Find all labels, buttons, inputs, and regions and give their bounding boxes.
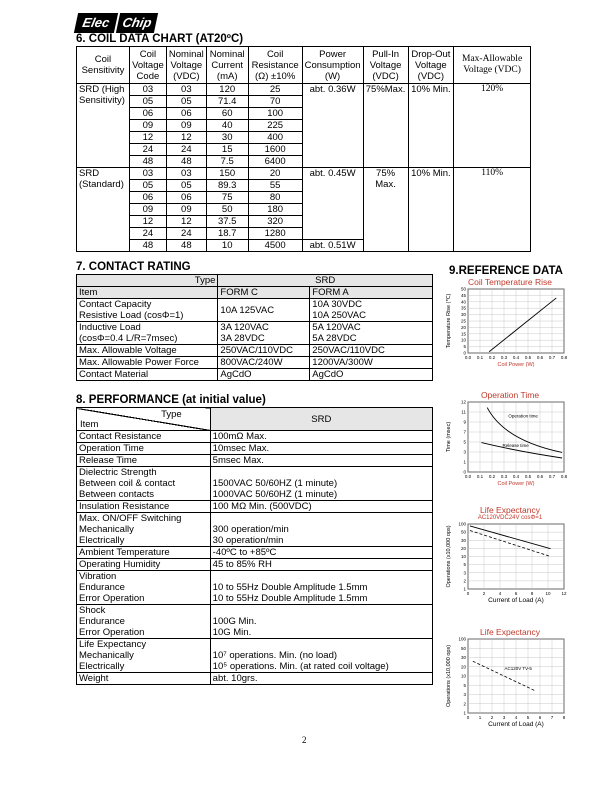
coil-cell: 05 xyxy=(166,96,206,108)
reference-section-title: 9.REFERENCE DATA xyxy=(449,265,563,277)
coil-cell: 400 xyxy=(248,132,302,144)
coil-cell: 03 xyxy=(129,168,166,180)
perf-item: Operating Humidity xyxy=(77,559,211,571)
operation-time-annotation: Operation time xyxy=(508,413,538,419)
perf-value: 1500VAC 50/60HZ (1 minute) 1000VAC 50/60HZ (1 minute) xyxy=(210,467,432,501)
logo-text-elec: Elec xyxy=(74,13,118,33)
y-tick-label: 1 xyxy=(463,459,466,465)
coil-cell: 30 xyxy=(206,132,248,144)
x-tick-label: 0 xyxy=(466,715,470,720)
x-tick-label: 0.2 xyxy=(488,474,496,479)
perf-row xyxy=(77,571,433,605)
perf-row xyxy=(77,431,433,443)
x-tick-label: 0.4 xyxy=(512,355,520,360)
coil-cell: 48 xyxy=(129,156,166,168)
perf-value: 100 MΩ Min. (500VDC) xyxy=(210,501,432,513)
contact-form-a-value: 250VAC/110VDC xyxy=(310,345,433,357)
perf-value: -40ºC to +85ºC xyxy=(210,547,432,559)
coil-cell: 48 xyxy=(166,156,206,168)
y-tick-label: 3 xyxy=(463,570,466,576)
contact-section-title: 7. CONTACT RATING xyxy=(76,261,191,273)
x-tick-label: 2 xyxy=(482,591,486,596)
coil-sensitivity: SRD (High Sensitivity) xyxy=(77,84,130,168)
contact-form-c-value: 3A 120VAC 3A 28VDC xyxy=(218,322,310,345)
chart-svg xyxy=(440,287,575,373)
y-tick-label: 5 xyxy=(463,344,466,350)
coil-row xyxy=(77,84,531,96)
perf-value: 5msec Max. xyxy=(210,455,432,467)
y-tick-label: 20 xyxy=(460,324,466,330)
y-tick-label: 9 xyxy=(463,419,466,425)
perf-item: Dielectric Strength Between coil & contact Between contacts xyxy=(77,467,211,501)
coil-cell: 25 xyxy=(248,84,302,96)
y-tick-label: 30 xyxy=(460,312,466,318)
life-annotation: AC120V TV-5 xyxy=(504,666,532,672)
x-tick-label: 6 xyxy=(514,591,518,596)
coil-cell: 24 xyxy=(129,144,166,156)
perf-item: Vibration Endurance Error Operation xyxy=(77,571,211,605)
y-axis-label: Operations (x10,000 ops) xyxy=(446,644,452,708)
coil-cell: 05 xyxy=(129,180,166,192)
coil-section-title: 6. COIL DATA CHART (AT20ºC) xyxy=(76,33,244,45)
perf-row xyxy=(77,467,433,501)
y-axis-label: Operations (x10,000 ops) xyxy=(446,525,452,588)
coil-cell: 320 xyxy=(248,216,302,228)
y-tick-label: 10 xyxy=(460,673,466,679)
coil-cell: 55 xyxy=(248,180,302,192)
coil-cell: 150 xyxy=(206,168,248,180)
y-tick-label: 50 xyxy=(460,287,466,292)
contact-rating-table xyxy=(76,274,433,381)
contact-row xyxy=(77,322,433,345)
coil-cell: 03 xyxy=(166,84,206,96)
perf-item: Shock Endurance Error Operation xyxy=(77,605,211,639)
contact-form-a-value: 1200VA/300W xyxy=(310,357,433,369)
coil-cell: 06 xyxy=(166,108,206,120)
coil-cell: 100 xyxy=(248,108,302,120)
x-tick-label: 0 xyxy=(466,591,470,596)
y-tick-label: 15 xyxy=(460,331,466,337)
x-tick-label: 10 xyxy=(545,591,551,596)
perf-row xyxy=(77,559,433,571)
contact-form-c-value: AgCdO xyxy=(218,369,310,381)
x-tick-label: 2 xyxy=(490,715,494,720)
coil-cell: 120 xyxy=(206,84,248,96)
coil-cell: 15 xyxy=(206,144,248,156)
y-tick-label: 7 xyxy=(463,429,466,435)
perf-row xyxy=(77,639,433,673)
perf-row xyxy=(77,547,433,559)
x-axis-label: Coil Power (W) xyxy=(497,362,535,368)
coil-cell: 24 xyxy=(166,144,206,156)
y-tick-label: 0 xyxy=(463,350,466,356)
coil-cell: 12 xyxy=(166,216,206,228)
y-tick-label: 5 xyxy=(463,439,466,445)
coil-cell: 80 xyxy=(248,192,302,204)
perf-row xyxy=(77,673,433,685)
coil-cell: 03 xyxy=(166,168,206,180)
perf-row xyxy=(77,513,433,547)
coil-cell: 10 xyxy=(206,240,248,252)
chart-title: Life Expectancy xyxy=(479,505,540,515)
x-tick-label: 0.7 xyxy=(548,355,556,360)
coil-cell: 37.5 xyxy=(206,216,248,228)
y-tick-label: 3 xyxy=(463,692,466,697)
life-line-dashed xyxy=(470,531,551,557)
perf-type-item-header xyxy=(77,408,211,431)
coil-pullin: 75%Max. xyxy=(363,84,408,168)
x-tick-label: 7 xyxy=(550,715,554,720)
y-tick-label: 100 xyxy=(458,637,466,642)
y-tick-label: 0 xyxy=(463,469,466,475)
perf-item: Operation Time xyxy=(77,443,211,455)
y-tick-label: 20 xyxy=(460,545,466,551)
coil-header-cell: Max-Allowable Voltage (VDC) xyxy=(454,47,531,84)
perf-row xyxy=(77,605,433,639)
coil-cell: 7.5 xyxy=(206,156,248,168)
logo-text-chip: Chip xyxy=(116,13,158,33)
coil-cell: 09 xyxy=(166,120,206,132)
y-tick-label: 1 xyxy=(463,586,466,592)
coil-cell: 1280 xyxy=(248,228,302,240)
perf-value: 45 to 85% RH xyxy=(210,559,432,571)
coil-sensitivity: SRD (Standard) xyxy=(77,168,130,252)
chart-svg xyxy=(440,637,575,733)
x-tick-label: 0.6 xyxy=(536,355,544,360)
coil-row xyxy=(77,168,531,180)
coil-cell: 1600 xyxy=(248,144,302,156)
x-tick-label: 5 xyxy=(526,715,530,720)
y-axis-label: Temperature Rise (℃) xyxy=(446,293,452,349)
x-axis-label: Coil Power (W) xyxy=(497,481,535,487)
contact-row xyxy=(77,369,433,381)
x-tick-label: 1 xyxy=(478,715,482,720)
perf-value: 100mΩ Max. xyxy=(210,431,432,443)
y-tick-label: 40 xyxy=(460,299,466,305)
performance-section-title: 8. PERFORMANCE (at initial value) xyxy=(76,394,266,406)
x-tick-label: 0.5 xyxy=(524,474,532,479)
chart-svg xyxy=(440,522,575,609)
coil-cell: 18.7 xyxy=(206,228,248,240)
coil-maxv: 120% xyxy=(454,84,531,168)
y-tick-label: 35 xyxy=(460,305,466,311)
chart-subtitle: AC120VDC24V cosΦ=1 xyxy=(477,515,543,521)
perf-row xyxy=(77,443,433,455)
x-tick-label: 3 xyxy=(502,715,506,720)
coil-cell: 03 xyxy=(129,84,166,96)
perf-item: Contact Resistance xyxy=(77,431,211,443)
x-tick-label: 0.1 xyxy=(476,474,484,479)
release-time-annotation: Release time xyxy=(502,442,529,448)
x-tick-label: 0.7 xyxy=(548,474,556,479)
coil-cell: 89.3 xyxy=(206,180,248,192)
coil-data-table xyxy=(76,46,531,252)
coil-cell: 09 xyxy=(129,120,166,132)
coil-cell: 09 xyxy=(129,204,166,216)
coil-power: abt. 0.36W xyxy=(302,84,363,168)
chart-title: Life Expectancy xyxy=(479,627,540,637)
coil-header-cell: Coil Voltage Code xyxy=(129,47,166,84)
y-tick-label: 25 xyxy=(460,318,466,324)
x-tick-label: 0.8 xyxy=(560,355,568,360)
x-axis-label: Current of Load (A) xyxy=(488,721,544,728)
perf-value: 10msec Max. xyxy=(210,443,432,455)
coil-cell: 06 xyxy=(129,192,166,204)
coil-header-cell: Pull-In Voltage (VDC) xyxy=(363,47,408,84)
y-tick-label: 12 xyxy=(460,400,466,405)
coil-header-cell: Coil Resistance (Ω) ±10% xyxy=(248,47,302,84)
y-tick-label: 20 xyxy=(460,664,466,670)
x-tick-label: 0.8 xyxy=(560,474,568,479)
coil-header-cell: Nominal Current (mA) xyxy=(206,47,248,84)
x-tick-label: 0.3 xyxy=(500,355,508,360)
y-tick-label: 1 xyxy=(463,710,466,716)
coil-header-cell: Nominal Voltage (VDC) xyxy=(166,47,206,84)
performance-table xyxy=(76,407,433,685)
coil-header-cell: Power Consumption (W) xyxy=(302,47,363,84)
coil-dropout: 10% Min. xyxy=(408,84,454,168)
contact-row xyxy=(77,345,433,357)
contact-form-a-value: AgCdO xyxy=(310,369,433,381)
perf-item: Ambient Temperature xyxy=(77,547,211,559)
coil-cell: 225 xyxy=(248,120,302,132)
elecchip-logo xyxy=(76,13,156,33)
coil-cell: 48 xyxy=(166,240,206,252)
y-tick-label: 30 xyxy=(460,655,466,660)
coil-cell: 12 xyxy=(129,216,166,228)
coil-header-cell: Coil Sensitivity xyxy=(77,47,130,84)
coil-cell: 4500 xyxy=(248,240,302,252)
perf-row xyxy=(77,501,433,513)
coil-cell: 24 xyxy=(129,228,166,240)
x-axis-label: Current of Load (A) xyxy=(488,597,544,604)
x-tick-label: 0.0 xyxy=(464,355,472,360)
contact-form-a-value: 5A 120VAC 5A 28VDC xyxy=(310,322,433,345)
coil-cell: 75 xyxy=(206,192,248,204)
x-tick-label: 0.5 xyxy=(524,355,532,360)
contact-form-c-value: 10A 125VAC xyxy=(218,299,310,322)
coil-cell: 40 xyxy=(206,120,248,132)
x-tick-label: 4 xyxy=(514,715,518,720)
coil-cell: 180 xyxy=(248,204,302,216)
x-tick-label: 12 xyxy=(561,591,567,596)
coil-cell: 05 xyxy=(129,96,166,108)
coil-cell: 50 xyxy=(206,204,248,216)
coil-cell: 12 xyxy=(166,132,206,144)
y-tick-label: 50 xyxy=(460,645,466,651)
contact-type-label: Type xyxy=(77,275,218,287)
contact-form-c-value: 800VAC/240W xyxy=(218,357,310,369)
perf-value: abt. 10grs. xyxy=(210,673,432,685)
coil-maxv: 110% xyxy=(454,168,531,252)
perf-type-label: Type xyxy=(161,409,182,420)
coil-cell: 60 xyxy=(206,108,248,120)
x-tick-label: 4 xyxy=(498,591,502,596)
perf-value: 100G Min. 10G Min. xyxy=(210,605,432,639)
perf-value: 300 operation/min 30 operation/min xyxy=(210,513,432,547)
x-tick-label: 8 xyxy=(562,715,566,720)
contact-item: Max. Allowable Voltage xyxy=(77,345,218,357)
coil-cell: 71.4 xyxy=(206,96,248,108)
x-tick-label: 0.4 xyxy=(512,474,520,479)
y-tick-label: 5 xyxy=(463,682,466,688)
coil-dropout: 10% Min. xyxy=(408,168,454,252)
y-axis-label: Time (msec) xyxy=(446,421,452,453)
x-tick-label: 6 xyxy=(538,715,542,720)
contact-form-c-value: 250VAC/110VDC xyxy=(218,345,310,357)
contact-item: Inductive Load (cosΦ=0.4 L/R=7msec) xyxy=(77,322,218,345)
contact-item-label: Item xyxy=(77,287,218,299)
chart-svg xyxy=(440,400,575,492)
x-tick-label: 0.2 xyxy=(488,355,496,360)
y-tick-label: 30 xyxy=(460,537,466,543)
contact-srd-header: SRD xyxy=(218,275,433,287)
y-tick-label: 3 xyxy=(463,449,466,455)
perf-row xyxy=(77,455,433,467)
y-tick-label: 2 xyxy=(463,701,466,707)
y-tick-label: 45 xyxy=(460,292,466,298)
y-tick-label: 2 xyxy=(463,578,466,584)
y-tick-label: 5 xyxy=(463,562,466,568)
perf-item: Max. ON/OFF Switching Mechanically Electrically xyxy=(77,513,211,547)
coil-cell: 20 xyxy=(248,168,302,180)
coil-cell: 70 xyxy=(248,96,302,108)
coil-cell: 6400 xyxy=(248,156,302,168)
x-tick-label: 8 xyxy=(530,591,534,596)
coil-cell: 09 xyxy=(166,204,206,216)
chart-title: Operation Time xyxy=(480,390,540,400)
contact-form-a: FORM A xyxy=(310,287,433,299)
temperature-rise-line xyxy=(489,298,556,352)
contact-row xyxy=(77,357,433,369)
x-tick-label: 0.1 xyxy=(476,355,484,360)
x-tick-label: 0.3 xyxy=(500,474,508,479)
coil-cell: 06 xyxy=(129,108,166,120)
perf-item: Release Time xyxy=(77,455,211,467)
y-tick-label: 50 xyxy=(460,529,466,535)
contact-item: Contact Capacity Resistive Load (cosΦ=1) xyxy=(77,299,218,322)
contact-form-a-value: 10A 30VDC 10A 250VAC xyxy=(310,299,433,322)
coil-cell: 48 xyxy=(129,240,166,252)
coil-cell: 05 xyxy=(166,180,206,192)
perf-item: Weight xyxy=(77,673,211,685)
perf-value: 10⁷ operations. Min. (no load) 10⁵ operations. Min. (at rated coil voltage) xyxy=(210,639,432,673)
x-tick-label: 0.6 xyxy=(536,474,544,479)
coil-cell: 12 xyxy=(129,132,166,144)
coil-power: abt. 0.45W xyxy=(302,168,363,240)
chart-title: Coil Temperature Rise xyxy=(468,277,552,287)
perf-srd-header: SRD xyxy=(210,408,432,431)
coil-power-last: abt. 0.51W xyxy=(302,240,363,252)
contact-form-c: FORM C xyxy=(218,287,310,299)
perf-item: Insulation Resistance xyxy=(77,501,211,513)
contact-row xyxy=(77,299,433,322)
contact-item: Max. Allowable Power Force xyxy=(77,357,218,369)
coil-header-cell: Drop-Out Voltage (VDC) xyxy=(408,47,454,84)
life-line-solid xyxy=(470,526,551,549)
coil-pullin: 75% Max. xyxy=(363,168,408,252)
y-tick-label: 10 xyxy=(460,554,466,559)
perf-value: 10 to 55Hz Double Amplitude 1.5mm 10 to 55Hz Double Amplitude 1.5mm xyxy=(210,571,432,605)
x-tick-label: 0.0 xyxy=(464,474,472,479)
perf-item-label: Item xyxy=(80,419,99,430)
coil-cell: 24 xyxy=(166,228,206,240)
perf-item: Life Expectancy Mechanically Electrically xyxy=(77,639,211,673)
y-tick-label: 10 xyxy=(460,337,466,343)
contact-item: Contact Material xyxy=(77,369,218,381)
coil-cell: 06 xyxy=(166,192,206,204)
y-tick-label: 11 xyxy=(461,409,466,415)
page-number: 2 xyxy=(302,735,307,745)
y-tick-label: 100 xyxy=(458,522,466,527)
